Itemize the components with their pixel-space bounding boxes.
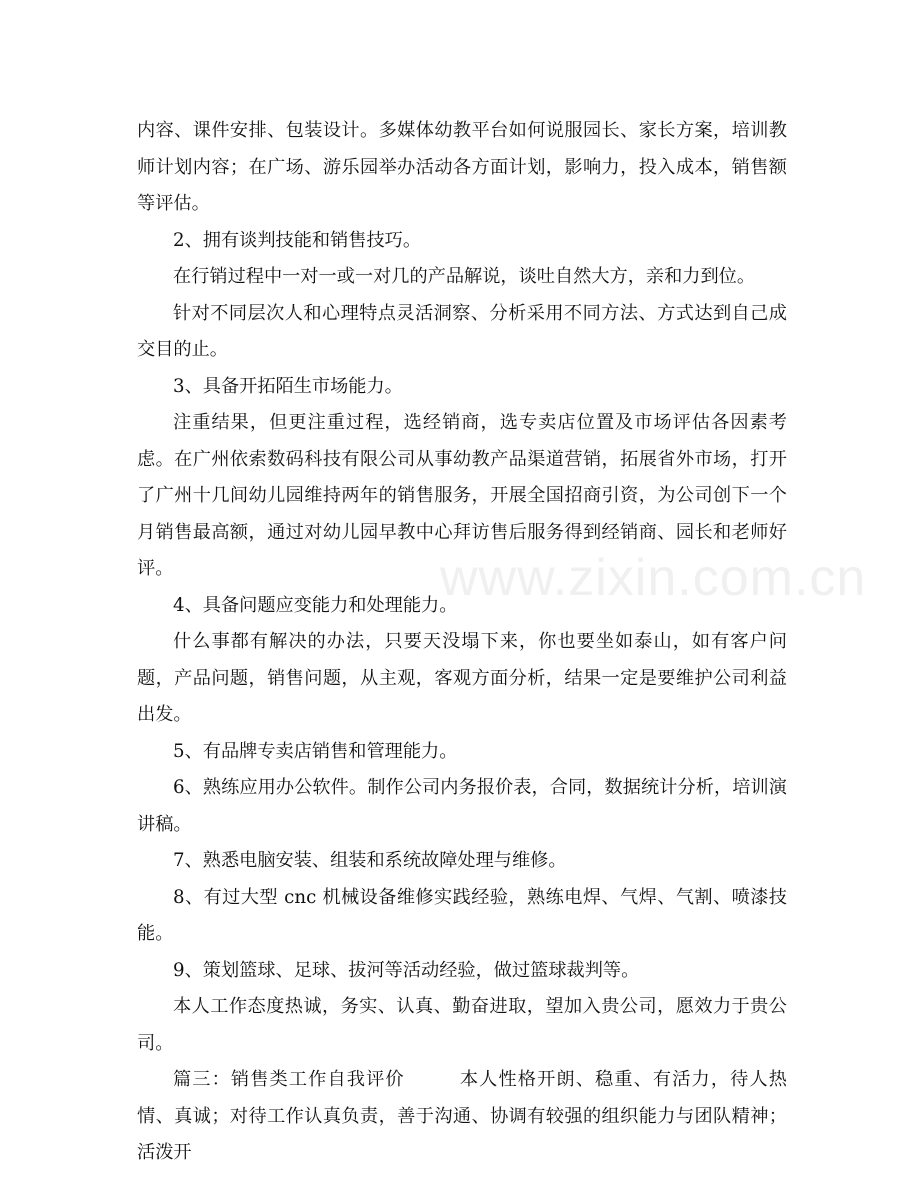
paragraph-14: 本人工作态度热诚，务实、认真、勤奋进取，望加入贵公司，愿效力于贵公司。 xyxy=(137,996,787,1054)
watermark: www.zixin.com.cn xyxy=(440,549,867,607)
paragraph-3: 在行销过程中一对一或一对几的产品解说，谈吐自然大方，亲和力到位。 xyxy=(173,266,756,287)
section-heading: 篇三：销售类工作自我评价 xyxy=(173,1069,405,1090)
paragraph-10: 6、熟练应用办公软件。制作公司内务报价表，合同，数据统计分析，培训演讲稿。 xyxy=(137,777,787,835)
document-body xyxy=(137,113,787,1172)
paragraph-12: 8、有过大型 cnc 机械设备维修实践经验，熟练电焊、气焊、气割、喷漆技能。 xyxy=(137,886,787,944)
paragraph-2: 2、拥有谈判技能和销售技巧。 xyxy=(173,229,422,251)
paragraph-1: 内容、课件安排、包装设计。多媒体幼教平台如何说服园长、家长方案，培训教师计划内容；在广场、游乐园举办活动各方面计划，影响力，投入成本，销售额等评估。 xyxy=(137,120,787,214)
paragraph-8: 什么事都有解决的办法，只要天没塌下来，你也要坐如泰山，如有客户问题，产品问题，销售问题，从主观，客观方面分析，结果一定是要维护公司利益出发。 xyxy=(137,631,787,725)
paragraph-9: 5、有品牌专卖店销售和管理能力。 xyxy=(173,740,458,762)
paragraph-5: 3、具备开拓陌生市场能力。 xyxy=(173,375,403,397)
paragraph-11: 7、熟悉电脑安装、组装和系统故障处理与维修。 xyxy=(173,850,567,871)
paragraph-15 xyxy=(137,1062,787,1172)
paragraph-7: 4、具备问题应变能力和处理能力。 xyxy=(173,594,458,616)
paragraph-6: 注重结果，但更注重过程，选经销商，选专卖店位置及市场评估各因素考虑。在广州依索数码科技有限公司从事幼教产品渠道营销，拓展省外市场，打开了广州十几间幼儿园维持两年的销售服务，开展全国招商引资，为公司创下一个月销售最高额，通过对幼儿园早教中心拜访售后服务得到经销商、园长和老师好评。 xyxy=(137,412,787,579)
paragraph-4: 针对不同层次人和心理特点灵活洞察、分析采用不同方法、方式达到自己成交目的止。 xyxy=(137,302,787,360)
section-intro: 本人性格开朗、稳重、有活力，待人热情、真诚；对待工作认真负责，善于沟通、协调有较强的组织能力与团队精神；活泼开 xyxy=(137,1069,787,1163)
paragraph-13: 9、策划篮球、足球、拔河等活动经验，做过篮球裁判等。 xyxy=(173,959,640,981)
